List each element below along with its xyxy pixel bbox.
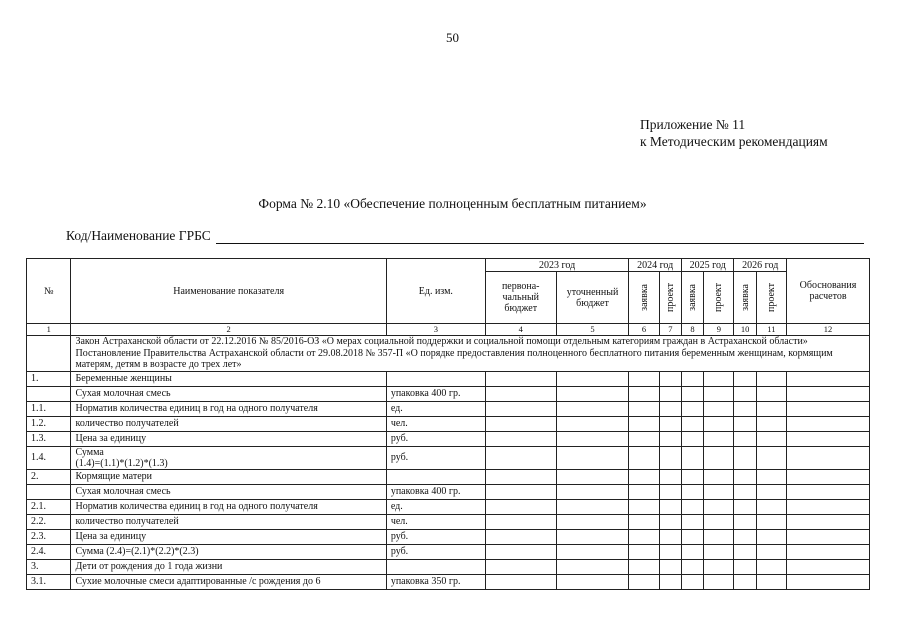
value-cell[interactable]	[787, 544, 870, 559]
row-number: 1.2.	[27, 416, 71, 431]
table-row	[27, 386, 870, 401]
row-number: 3.	[27, 559, 71, 574]
table-row	[27, 544, 870, 559]
header-2024-project: проект	[659, 272, 681, 324]
value-cell[interactable]	[734, 499, 756, 514]
row-name	[71, 574, 386, 589]
header-2025-project: проект	[704, 272, 734, 324]
header-initial-budget: первона-чальный бюджет	[485, 272, 556, 324]
value-cell[interactable]	[734, 446, 756, 469]
table-row	[27, 371, 870, 386]
value-cell[interactable]	[659, 371, 681, 386]
row-name-text: Сухая молочная смесь	[75, 388, 171, 399]
value-cell[interactable]	[629, 544, 659, 559]
value-cell[interactable]	[485, 574, 556, 589]
value-cell[interactable]	[659, 484, 681, 499]
grbs-label: Код/Наименование ГРБС	[66, 228, 211, 243]
table-row	[27, 574, 870, 589]
table-row	[27, 446, 870, 469]
value-cell[interactable]	[756, 401, 786, 416]
value-cell[interactable]	[485, 416, 556, 431]
value-cell[interactable]	[704, 371, 734, 386]
value-cell[interactable]	[629, 446, 659, 469]
value-cell[interactable]	[485, 386, 556, 401]
table-row	[27, 559, 870, 574]
row-number: 1.4.	[27, 446, 71, 469]
value-cell[interactable]	[704, 514, 734, 529]
value-cell[interactable]	[629, 401, 659, 416]
row-name-text: количество получателей	[75, 516, 179, 527]
value-cell[interactable]	[756, 416, 786, 431]
header-2024-request: заявка	[629, 272, 659, 324]
value-cell[interactable]	[756, 469, 786, 484]
row-unit: ед.	[386, 499, 485, 514]
value-cell[interactable]	[756, 544, 786, 559]
row-name	[71, 401, 386, 416]
header-2026-project: проект	[756, 272, 786, 324]
row-unit: упаковка 400 гр.	[386, 386, 485, 401]
value-cell[interactable]	[681, 416, 703, 431]
row-name-text: Цена за единицу	[75, 531, 147, 542]
row-name-text: Цена за единицу	[75, 433, 147, 444]
value-cell[interactable]	[681, 484, 703, 499]
form-title: Форма № 2.10 «Обеспечение полноценным бесплатным питанием»	[258, 196, 647, 211]
row-number: 2.	[27, 469, 71, 484]
col-number: 8	[681, 324, 703, 336]
value-cell[interactable]	[681, 371, 703, 386]
value-cell[interactable]	[556, 386, 629, 401]
header-2025-request: заявка	[681, 272, 703, 324]
value-cell[interactable]	[485, 484, 556, 499]
value-cell[interactable]	[787, 431, 870, 446]
legal-basis-row	[27, 336, 870, 372]
value-cell[interactable]	[556, 574, 629, 589]
value-cell[interactable]	[756, 386, 786, 401]
table-row	[27, 401, 870, 416]
value-cell[interactable]	[659, 469, 681, 484]
page-number: 50	[446, 30, 459, 45]
value-cell[interactable]	[629, 469, 659, 484]
row-number: 2.1.	[27, 499, 71, 514]
value-cell[interactable]	[659, 446, 681, 469]
value-cell[interactable]	[704, 431, 734, 446]
value-cell[interactable]	[485, 469, 556, 484]
value-cell[interactable]	[629, 529, 659, 544]
row-name-text: Кормящие матери	[75, 471, 153, 482]
col-number: 1	[27, 324, 71, 336]
value-cell[interactable]	[659, 529, 681, 544]
row-name-text: количество получателей	[75, 418, 179, 429]
value-cell[interactable]	[704, 484, 734, 499]
header-unit: Ед. изм.	[386, 259, 485, 324]
value-cell[interactable]	[485, 446, 556, 469]
value-cell[interactable]	[485, 371, 556, 386]
value-cell[interactable]	[485, 401, 556, 416]
row-name-text: Сумма (2.4)=(2.1)*(2.2)*(2.3)	[75, 546, 199, 557]
row-name	[71, 484, 386, 499]
header-year-2026: 2026 год	[734, 259, 787, 272]
value-cell[interactable]	[659, 559, 681, 574]
value-cell[interactable]	[629, 559, 659, 574]
value-cell[interactable]	[629, 574, 659, 589]
legal-basis-cell	[71, 336, 870, 372]
row-unit: ед.	[386, 401, 485, 416]
value-cell[interactable]	[681, 401, 703, 416]
row-unit: чел.	[386, 416, 485, 431]
row-name-text: Дети от рождения до 1 года жизни	[75, 561, 223, 572]
value-cell[interactable]	[629, 386, 659, 401]
column-number-row	[27, 324, 870, 336]
value-cell[interactable]	[704, 559, 734, 574]
value-cell[interactable]	[787, 484, 870, 499]
value-cell[interactable]	[556, 416, 629, 431]
row-name	[71, 514, 386, 529]
col-number: 3	[386, 324, 485, 336]
header-num: №	[27, 259, 71, 324]
table-row	[27, 431, 870, 446]
value-cell[interactable]	[556, 431, 629, 446]
value-cell[interactable]	[787, 574, 870, 589]
col-number: 7	[659, 324, 681, 336]
row-name-text: Норматив количества единиц в год на одного получателя	[75, 403, 318, 414]
value-cell[interactable]	[704, 529, 734, 544]
header-year-2025: 2025 год	[681, 259, 734, 272]
row-name	[71, 544, 386, 559]
value-cell[interactable]	[787, 559, 870, 574]
header-year-2023: 2023 год	[485, 259, 629, 272]
row-name-text: Сухие молочные смеси адаптированные /с рождения до 6	[75, 576, 321, 587]
value-cell[interactable]	[556, 401, 629, 416]
grbs-input-line[interactable]	[216, 229, 864, 244]
value-cell[interactable]	[734, 401, 756, 416]
value-cell[interactable]	[659, 431, 681, 446]
col-number: 10	[734, 324, 756, 336]
row-name	[71, 529, 386, 544]
row-unit: руб.	[386, 529, 485, 544]
value-cell[interactable]	[681, 529, 703, 544]
table-row	[27, 469, 870, 484]
value-cell[interactable]	[756, 514, 786, 529]
row-name	[71, 559, 386, 574]
row-unit	[386, 371, 485, 386]
form-table	[26, 258, 870, 590]
value-cell[interactable]	[681, 574, 703, 589]
col-number: 4	[485, 324, 556, 336]
value-cell[interactable]	[734, 484, 756, 499]
value-cell[interactable]	[485, 514, 556, 529]
value-cell[interactable]	[629, 499, 659, 514]
value-cell[interactable]	[704, 446, 734, 469]
row-name	[71, 431, 386, 446]
value-cell[interactable]	[704, 386, 734, 401]
value-cell[interactable]	[704, 544, 734, 559]
value-cell[interactable]	[704, 401, 734, 416]
value-cell[interactable]	[734, 529, 756, 544]
row-unit: упаковка 350 гр.	[386, 574, 485, 589]
row-number: 2.3.	[27, 529, 71, 544]
row-name-text: Сумма	[75, 446, 104, 458]
value-cell[interactable]	[681, 559, 703, 574]
value-cell[interactable]	[734, 469, 756, 484]
value-cell[interactable]	[556, 446, 629, 469]
row-number: 2.2.	[27, 514, 71, 529]
row-name	[71, 371, 386, 386]
table-row	[27, 529, 870, 544]
row-name	[71, 416, 386, 431]
value-cell[interactable]	[734, 559, 756, 574]
table-row	[27, 514, 870, 529]
value-cell[interactable]	[756, 499, 786, 514]
value-cell[interactable]	[756, 431, 786, 446]
value-cell[interactable]	[485, 559, 556, 574]
row-unit: руб.	[386, 544, 485, 559]
law-text-1: Закон Астраханской области от 22.12.2016 № 85/2016-ОЗ «О мерах социальной поддержки и социальной помощи отдельным категориям граждан в Астраханской области»	[75, 336, 808, 347]
row-number: 1.1.	[27, 401, 71, 416]
appendix-line-2: к Методическим рекомендациям	[640, 134, 828, 149]
value-cell[interactable]	[556, 499, 629, 514]
value-cell[interactable]	[556, 559, 629, 574]
value-cell[interactable]	[787, 416, 870, 431]
value-cell[interactable]	[485, 544, 556, 559]
value-cell[interactable]	[756, 371, 786, 386]
row-number: 2.4.	[27, 544, 71, 559]
value-cell[interactable]	[704, 499, 734, 514]
table-row	[27, 484, 870, 499]
value-cell[interactable]	[629, 484, 659, 499]
value-cell[interactable]	[629, 431, 659, 446]
col-number: 5	[556, 324, 629, 336]
row-unit: руб.	[386, 431, 485, 446]
value-cell[interactable]	[704, 469, 734, 484]
value-cell[interactable]	[681, 469, 703, 484]
value-cell[interactable]	[787, 371, 870, 386]
row-name-text: Норматив количества единиц в год на одного получателя	[75, 501, 318, 512]
row-name	[71, 499, 386, 514]
value-cell[interactable]	[734, 514, 756, 529]
value-cell[interactable]	[681, 386, 703, 401]
value-cell[interactable]	[659, 386, 681, 401]
header-name: Наименование показателя	[71, 259, 386, 324]
row-unit: упаковка 400 гр.	[386, 484, 485, 499]
value-cell[interactable]	[629, 371, 659, 386]
row-name	[71, 446, 386, 469]
value-cell[interactable]	[556, 469, 629, 484]
value-cell[interactable]	[629, 514, 659, 529]
value-cell[interactable]	[787, 401, 870, 416]
value-cell[interactable]	[681, 544, 703, 559]
value-cell[interactable]	[704, 416, 734, 431]
header-revised-budget: уточненный бюджет	[556, 272, 629, 324]
col-number: 6	[629, 324, 659, 336]
row-unit: руб.	[386, 446, 485, 469]
value-cell[interactable]	[485, 431, 556, 446]
row-number: 1.	[27, 371, 71, 386]
value-cell[interactable]	[734, 431, 756, 446]
value-cell[interactable]	[659, 416, 681, 431]
col-number: 2	[71, 324, 386, 336]
row-name	[71, 469, 386, 484]
value-cell[interactable]	[787, 499, 870, 514]
row-unit	[386, 559, 485, 574]
row-name-formula: (1.4)=(1.1)*(1.2)*(1.3)	[75, 457, 168, 469]
legal-basis-num-cell	[27, 336, 71, 372]
value-cell[interactable]	[756, 574, 786, 589]
value-cell[interactable]	[556, 484, 629, 499]
col-number: 11	[756, 324, 786, 336]
value-cell[interactable]	[681, 499, 703, 514]
value-cell[interactable]	[787, 469, 870, 484]
value-cell[interactable]	[681, 431, 703, 446]
value-cell[interactable]	[704, 574, 734, 589]
value-cell[interactable]	[485, 529, 556, 544]
value-cell[interactable]	[556, 371, 629, 386]
value-cell[interactable]	[556, 529, 629, 544]
col-number: 12	[787, 324, 870, 336]
value-cell[interactable]	[659, 499, 681, 514]
row-unit: чел.	[386, 514, 485, 529]
value-cell[interactable]	[787, 514, 870, 529]
table-row	[27, 499, 870, 514]
value-cell[interactable]	[756, 446, 786, 469]
value-cell[interactable]	[659, 544, 681, 559]
value-cell[interactable]	[556, 544, 629, 559]
row-name	[71, 386, 386, 401]
value-cell[interactable]	[734, 544, 756, 559]
row-unit	[386, 469, 485, 484]
row-name-text: Сухая молочная смесь	[75, 486, 171, 497]
header-justification: Обоснования расчетов	[787, 259, 870, 324]
col-number: 9	[704, 324, 734, 336]
value-cell[interactable]	[787, 386, 870, 401]
value-cell[interactable]	[756, 559, 786, 574]
value-cell[interactable]	[681, 514, 703, 529]
row-number: 1.3.	[27, 431, 71, 446]
value-cell[interactable]	[756, 484, 786, 499]
value-cell[interactable]	[485, 499, 556, 514]
row-number	[27, 484, 71, 499]
value-cell[interactable]	[734, 574, 756, 589]
row-name-text: Беременные женщины	[75, 373, 172, 384]
value-cell[interactable]	[659, 401, 681, 416]
value-cell[interactable]	[734, 371, 756, 386]
value-cell[interactable]	[629, 416, 659, 431]
value-cell[interactable]	[659, 574, 681, 589]
law-text-2: Постановление Правительства Астраханской области от 29.08.2018 № 357-П «О порядке предоставления полноценного бесплатного питания беременным женщинам, кормящим матерям, детям в возрасте до трех лет»	[75, 347, 833, 370]
table-row	[27, 416, 870, 431]
grbs-field	[66, 228, 864, 244]
value-cell[interactable]	[734, 416, 756, 431]
value-cell[interactable]	[756, 529, 786, 544]
value-cell[interactable]	[787, 446, 870, 469]
appendix-line-1: Приложение № 11	[640, 117, 746, 132]
value-cell[interactable]	[734, 386, 756, 401]
value-cell[interactable]	[681, 446, 703, 469]
value-cell[interactable]	[556, 514, 629, 529]
header-2026-request: заявка	[734, 272, 756, 324]
header-year-2024: 2024 год	[629, 259, 682, 272]
appendix-caption	[640, 116, 828, 150]
value-cell[interactable]	[659, 514, 681, 529]
row-number: 3.1.	[27, 574, 71, 589]
row-number	[27, 386, 71, 401]
value-cell[interactable]	[787, 529, 870, 544]
